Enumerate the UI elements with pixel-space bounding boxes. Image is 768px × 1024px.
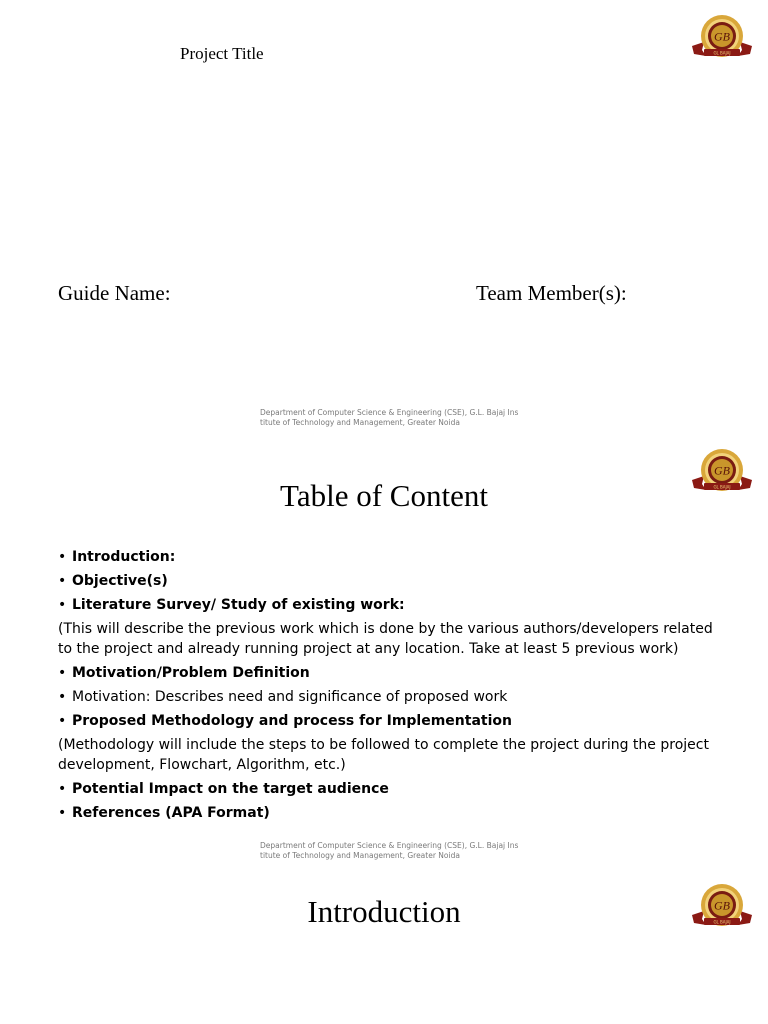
bullet-icon: • [58, 573, 67, 589]
bullet-icon: • [58, 713, 67, 729]
toc-list-item [58, 572, 718, 591]
toc-list-item [58, 712, 718, 731]
slide-title-page [0, 0, 768, 440]
bullet-icon: • [58, 781, 67, 797]
toc-list-item [58, 780, 718, 799]
toc-item-label: Objective(s) [72, 573, 168, 589]
toc-description: (Methodology will include the steps to be followed to complete the project during the project development, Flowchart, Algorithm, etc.) [58, 737, 709, 773]
bullet-icon: • [58, 689, 67, 705]
toc-list-item [58, 664, 718, 683]
toc-list-item [58, 596, 718, 615]
logo-ribbon-text: GL BAJAJ [713, 50, 731, 56]
logo-ribbon-text: GL BAJAJ [713, 919, 731, 925]
toc-list-item [58, 548, 718, 567]
toc-item-label: Motivation/Problem Definition [72, 665, 310, 681]
team-members-label: Team Member(s): [476, 281, 627, 305]
guide-name-label: Guide Name: [58, 281, 171, 305]
logo-initials: GB [714, 463, 730, 478]
bullet-icon: • [58, 597, 67, 613]
toc-item-label: Potential Impact on the target audience [72, 781, 389, 797]
toc-description: (This will describe the previous work which is done by the various authors/developers related to the project and already running project at any location. Take at least 5 previous work) [58, 621, 713, 657]
toc-item-label: References (APA Format) [72, 805, 270, 821]
college-logo-icon [690, 12, 754, 60]
logo-initials: GB [714, 29, 730, 44]
toc-item-label: Introduction: [72, 549, 176, 565]
project-title: Project Title [180, 44, 264, 63]
logo-ribbon-text: GL BAJAJ [713, 484, 731, 490]
toc-item-label: Motivation: Describes need and significance of proposed work [72, 689, 508, 705]
toc-item-label: Literature Survey/ Study of existing work: [72, 597, 405, 613]
slide-footer: Department of Computer Science & Engineering (CSE), G.L. Bajaj Institute of Technology and Management, Greater Noida [260, 408, 519, 427]
logo-initials: GB [714, 898, 730, 913]
bullet-icon: • [58, 665, 67, 681]
bullet-icon: • [58, 549, 67, 565]
slide-heading: Table of Content [280, 478, 488, 513]
table-of-content-list [58, 548, 718, 828]
toc-item-label: Proposed Methodology and process for Implementation [72, 713, 512, 729]
slide-introduction [0, 874, 768, 1024]
bullet-icon: • [58, 805, 67, 821]
college-logo [690, 12, 754, 60]
slide-heading: Introduction [307, 894, 461, 929]
toc-list-item [58, 688, 718, 707]
slide-footer: Department of Computer Science & Engineering (CSE), G.L. Bajaj Institute of Technology and Management, Greater Noida [260, 841, 519, 860]
toc-list-item [58, 804, 718, 823]
